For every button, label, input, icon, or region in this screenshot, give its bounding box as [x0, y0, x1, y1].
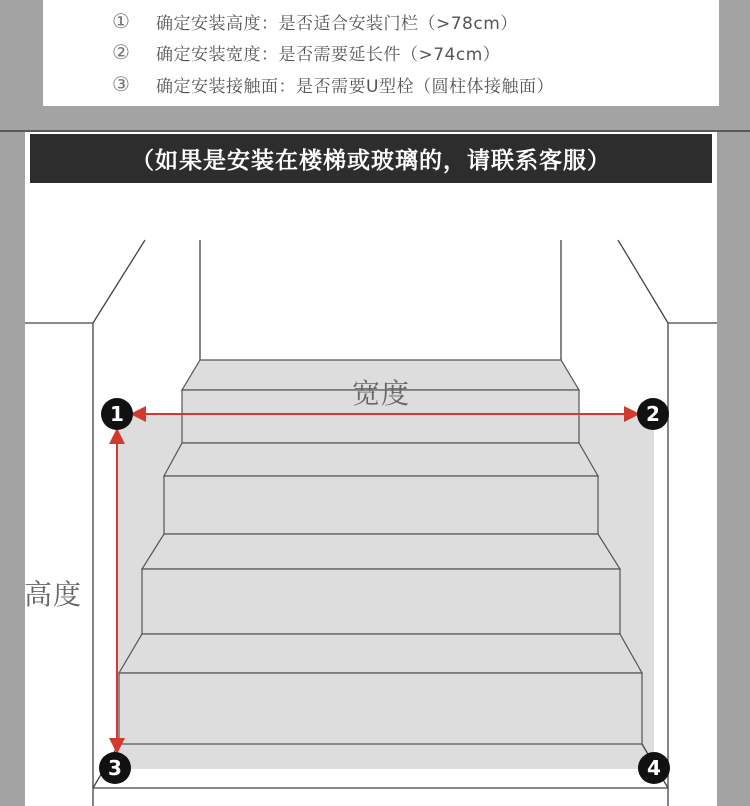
width-label: 宽度	[352, 377, 411, 410]
point-1-marker: 1	[101, 398, 133, 430]
step-text: 确定安装高度：是否适合安装门栏（>78cm）	[156, 13, 518, 34]
stairs	[119, 360, 642, 744]
step-number: ①	[112, 9, 131, 33]
step-number: ③	[112, 72, 131, 96]
step-text: 确定安装宽度：是否需要延长件（>74cm）	[156, 44, 501, 65]
step-text: 确定安装接触面：是否需要U型栓（圆柱体接触面）	[156, 76, 554, 97]
height-label: 高度	[24, 578, 83, 611]
point-4-marker: 4	[638, 752, 670, 784]
point-2-marker: 2	[637, 398, 669, 430]
step-number: ②	[112, 40, 131, 64]
point-3-marker: 3	[99, 752, 131, 784]
stairs-glass-notice-banner: （如果是安装在楼梯或玻璃的，请联系客服）	[30, 134, 712, 183]
